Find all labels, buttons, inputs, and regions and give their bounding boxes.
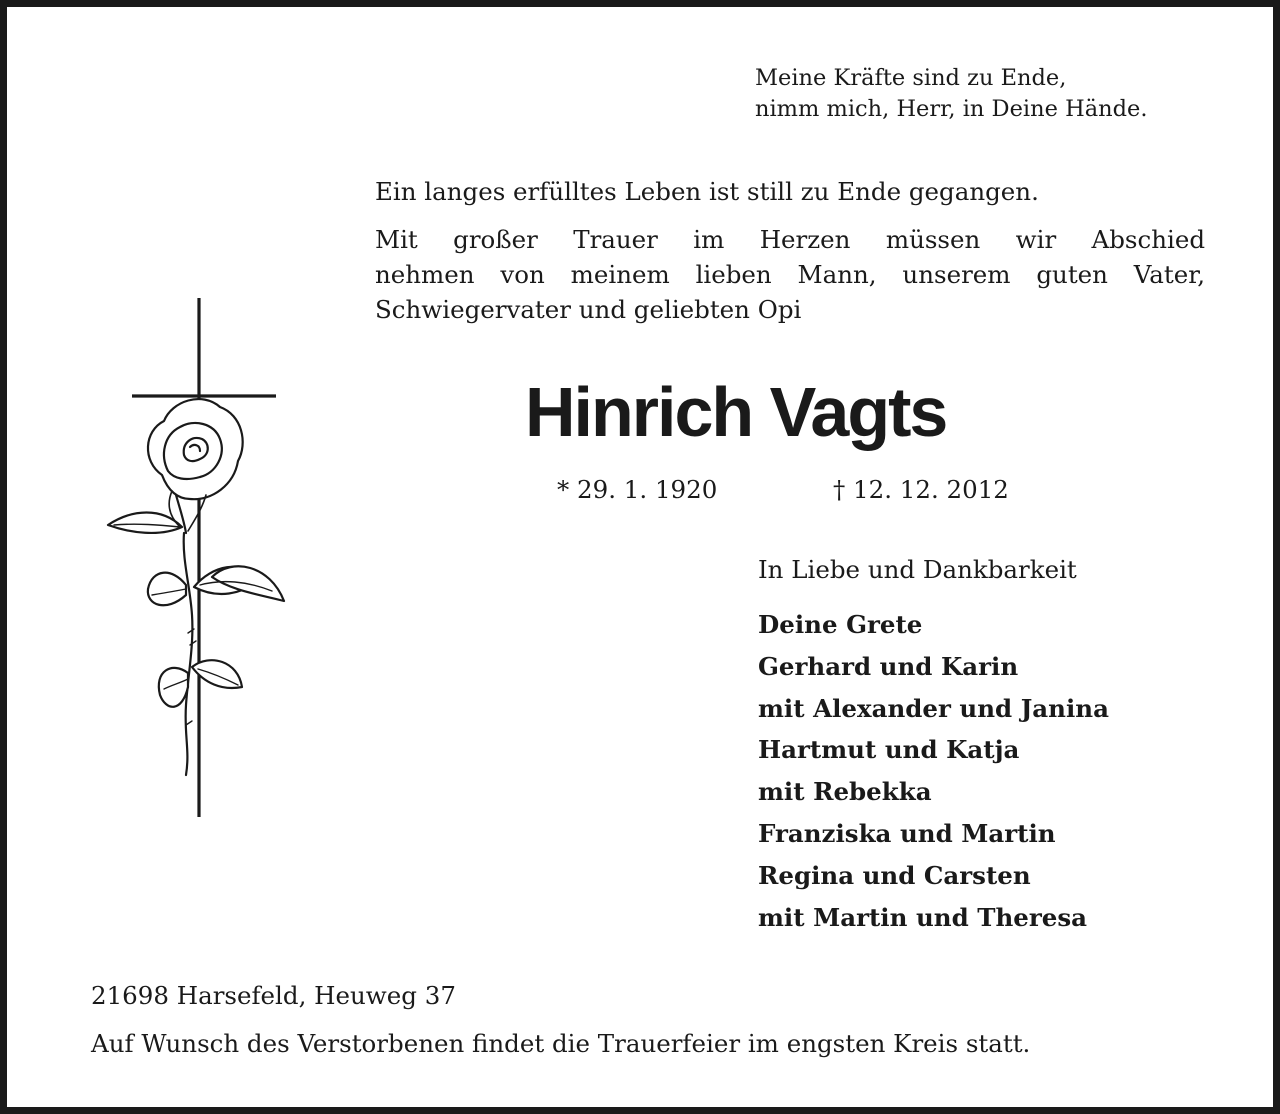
list-item: Regina und Carsten	[758, 860, 1031, 890]
mourners-intro: In Liebe und Dankbarkeit	[758, 555, 1077, 584]
farewell-line: Schwiegervater und geliebten Opi	[375, 295, 802, 324]
cross-and-rose-illustration	[102, 295, 292, 820]
bible-verse	[755, 63, 1225, 125]
birth-date: * 29. 1. 1920	[557, 475, 718, 504]
family-address: 21698 Harsefeld, Heuweg 37	[91, 981, 456, 1010]
cross-icon	[132, 298, 276, 817]
death-date: † 12. 12. 2012	[833, 475, 1009, 504]
mourners-list	[758, 604, 1109, 938]
list-item: mit Rebekka	[758, 777, 932, 807]
list-item: Hartmut und Katja	[758, 735, 1020, 765]
verse-line: Meine Kräfte sind zu Ende,	[755, 65, 1067, 91]
list-item: Deine Grete	[758, 610, 923, 639]
farewell-line: nehmen von meinem lieben Mann, unserem guten Vater,	[375, 260, 1205, 289]
verse-line: nimm mich, Herr, in Deine Hände.	[755, 96, 1148, 122]
list-item: mit Martin und Theresa	[758, 902, 1088, 932]
list-item: Franziska und Martin	[758, 818, 1056, 848]
farewell-line: Mit großer Trauer im Herzen müssen wir Abschied	[375, 225, 1205, 254]
funeral-note: Auf Wunsch des Verstorbenen findet die Trauerfeier im engsten Kreis statt.	[91, 1029, 1031, 1058]
list-item: mit Alexander und Janina	[758, 693, 1109, 723]
deceased-name: Hinrich Vagts	[525, 373, 947, 451]
intro-sentence: Ein langes erfülltes Leben ist still zu Ende gegangen.	[375, 177, 1039, 206]
farewell-paragraph	[375, 222, 1205, 327]
rose-icon	[108, 399, 284, 775]
list-item: Gerhard und Karin	[758, 651, 1019, 681]
